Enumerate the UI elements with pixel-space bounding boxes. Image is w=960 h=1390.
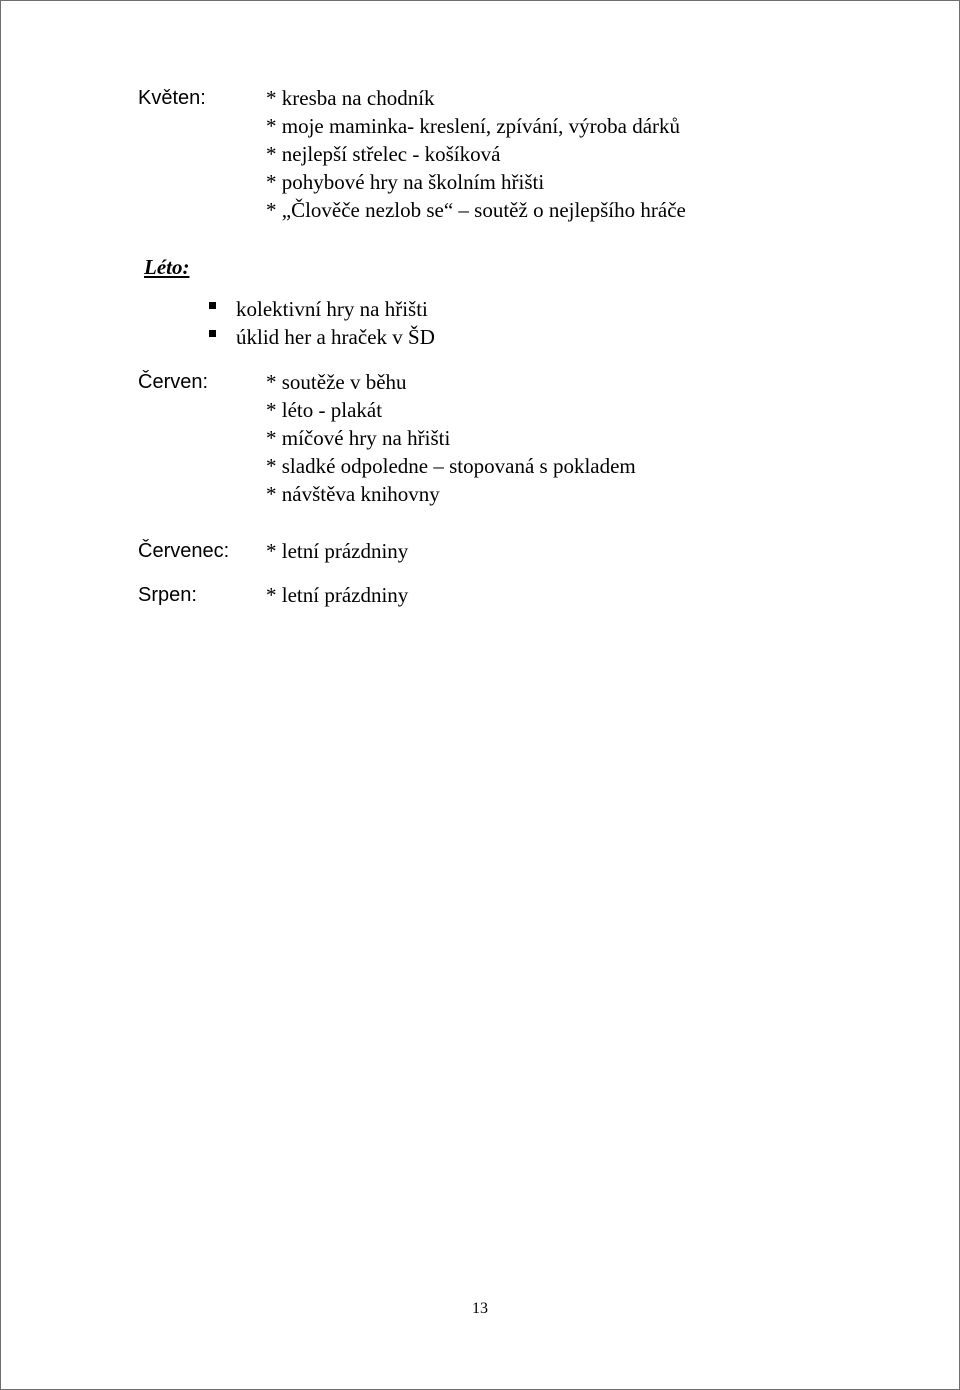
list-item: * „Člověče nezlob se“ – soutěž o nejlepšího hráče <box>266 198 686 222</box>
list-item: * sladké odpoledne – stopovaná s pokladem <box>266 454 636 478</box>
month-label-srpen: Srpen: <box>138 584 197 606</box>
month-label-kveten: Květen: <box>138 87 206 109</box>
list-item: * letní prázdniny <box>266 583 409 607</box>
list-item: * moje maminka- kreslení, zpívání, výroba dárků <box>266 114 681 138</box>
list-item: * léto - plakát <box>266 398 383 422</box>
list-item: * pohybové hry na školním hřišti <box>266 170 545 194</box>
list-item: * návštěva knihovny <box>266 482 440 506</box>
month-label-cervenec: Červenec: <box>138 540 230 562</box>
list-item: úklid her a hraček v ŠD <box>236 325 435 349</box>
list-item: * soutěže v běhu <box>266 370 407 394</box>
list-item: * kresba na chodník <box>266 86 435 110</box>
list-item: * letní prázdniny <box>266 539 409 563</box>
season-heading-leto: Léto: <box>144 255 190 279</box>
list-item: kolektivní hry na hřišti <box>236 297 428 321</box>
month-label-cerven: Červen: <box>138 371 209 393</box>
list-item: * nejlepší střelec - košíková <box>266 142 501 166</box>
list-item: * míčové hry na hřišti <box>266 426 451 450</box>
square-bullet-icon <box>209 302 216 309</box>
square-bullet-icon <box>209 330 216 337</box>
page-number: 13 <box>472 1300 488 1317</box>
